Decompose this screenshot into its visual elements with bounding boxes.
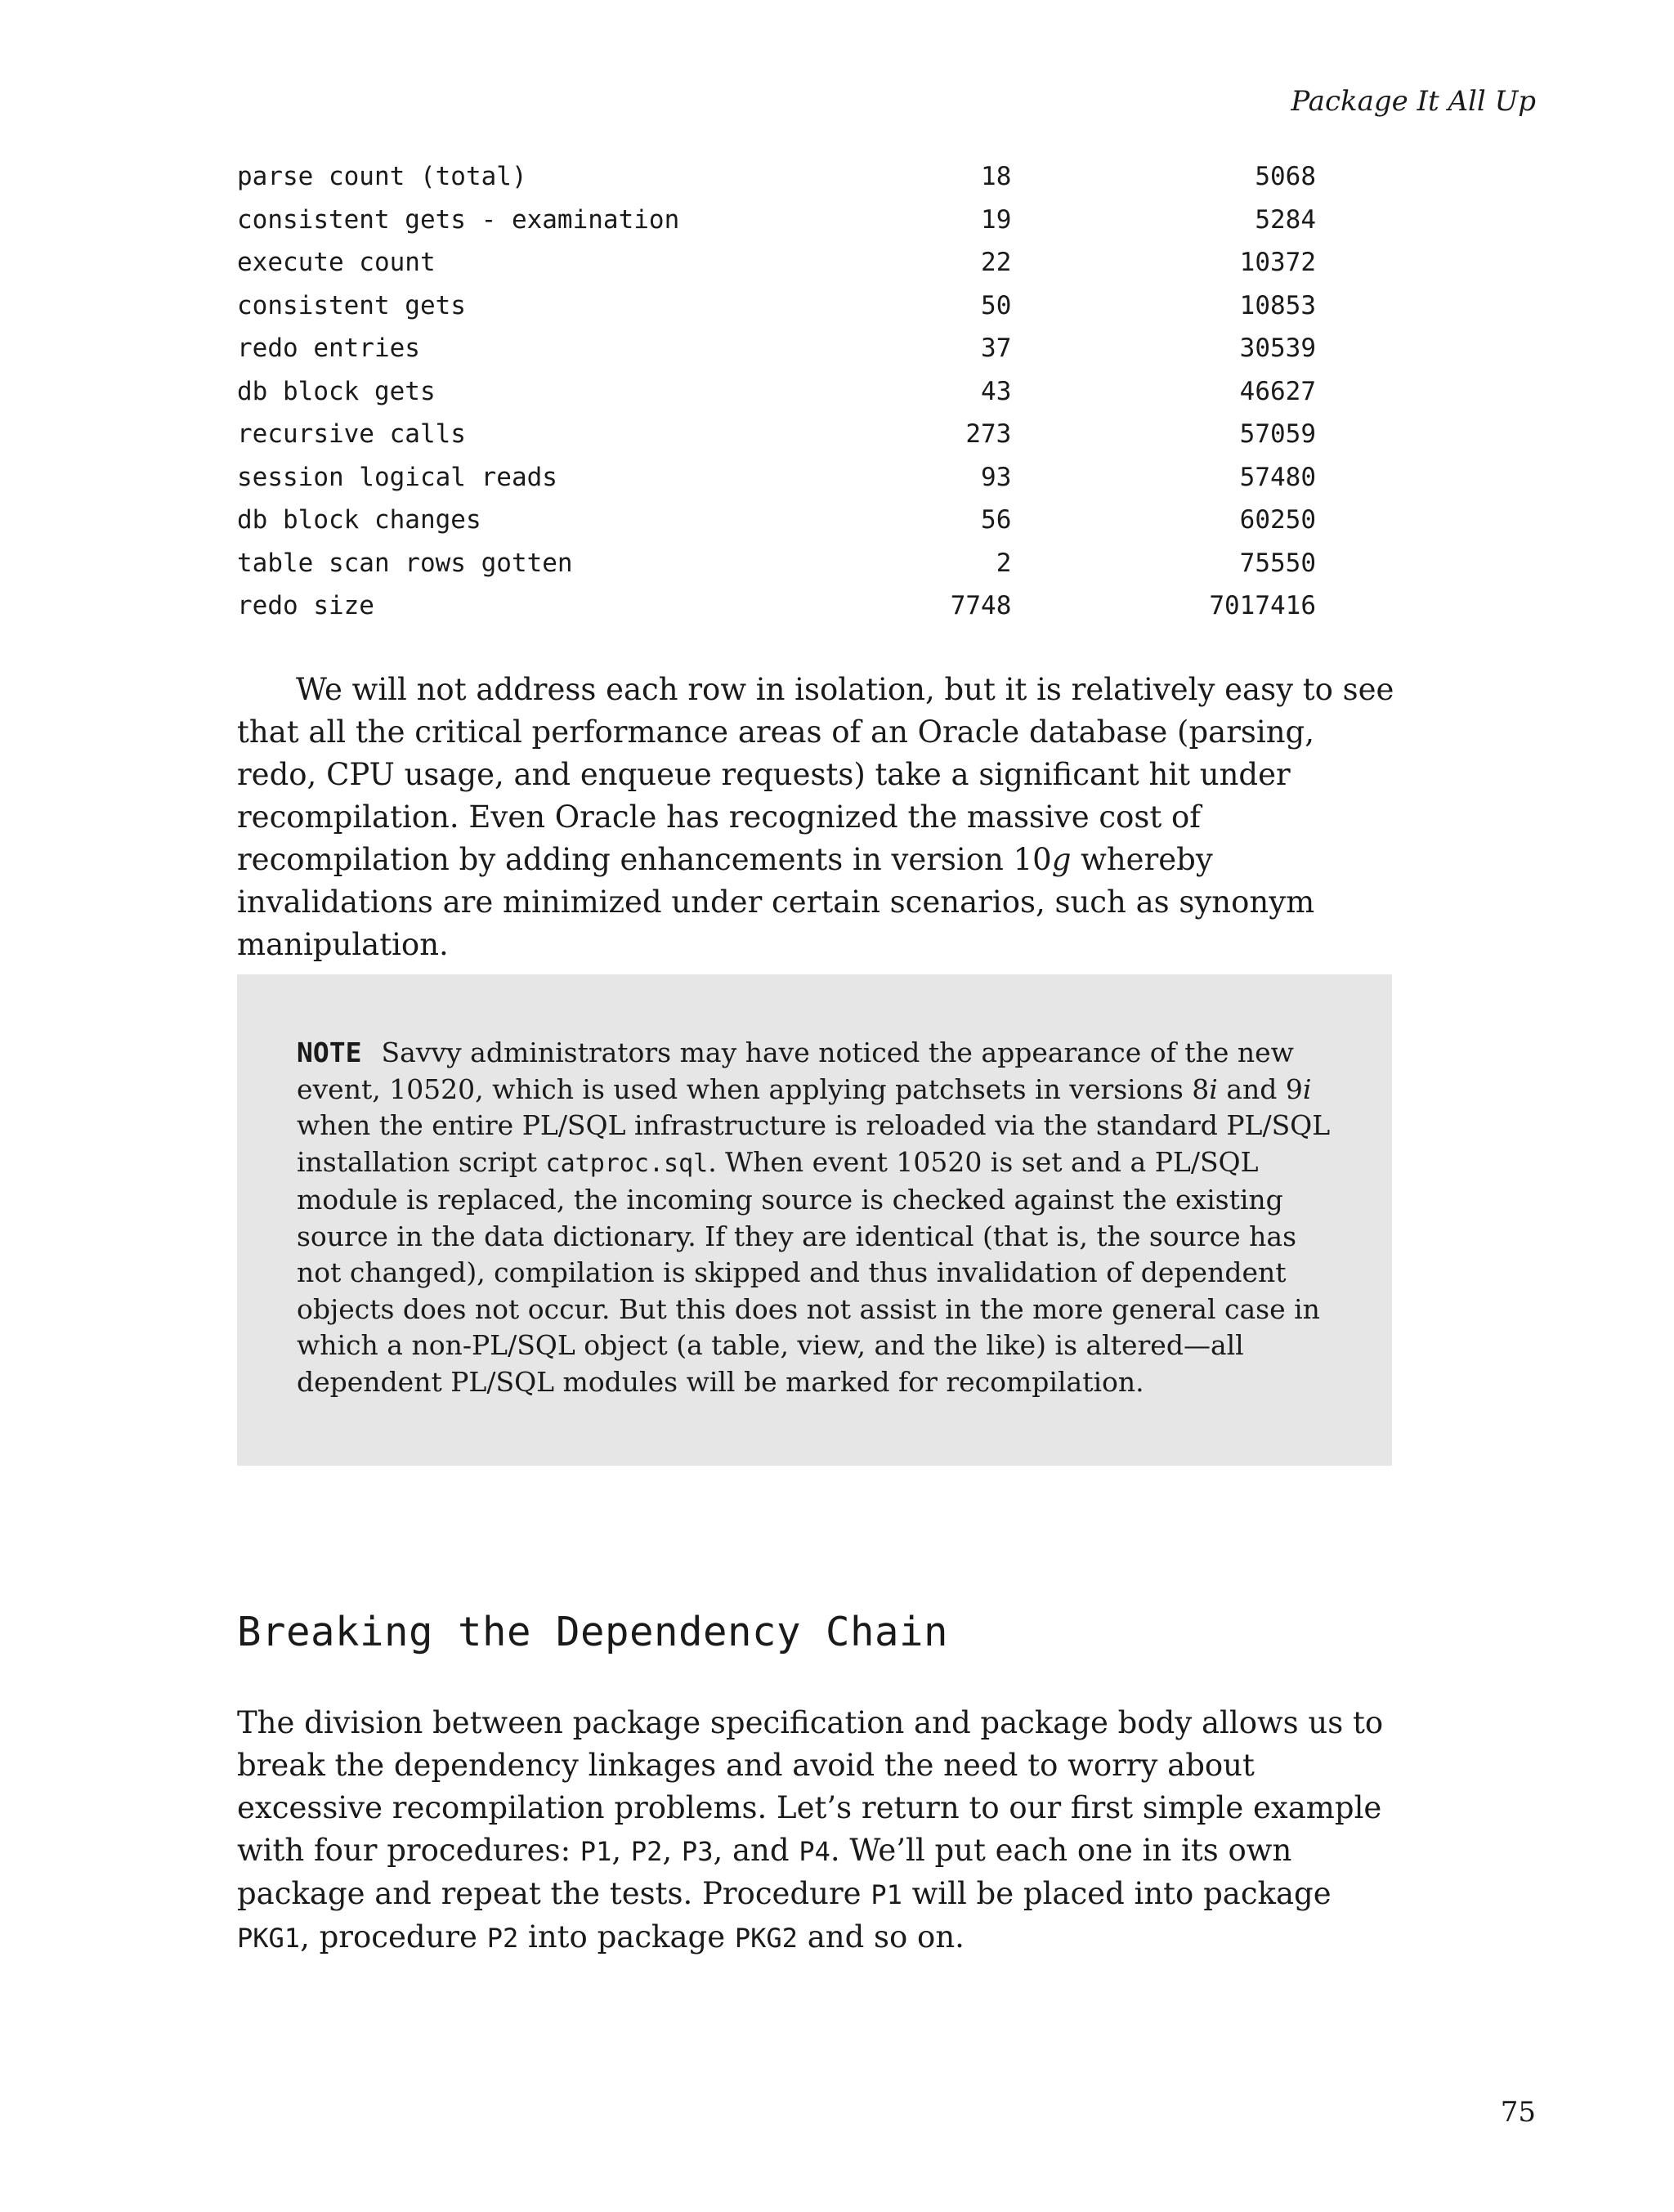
stat-value-2: 75550 bbox=[1239, 548, 1316, 578]
table-row bbox=[237, 284, 1316, 328]
table-row bbox=[237, 542, 1316, 585]
inline-code: catproc.sql bbox=[545, 1149, 709, 1178]
note-text bbox=[297, 1035, 1335, 1400]
stat-name: parse count (total) bbox=[237, 162, 527, 192]
stat-value-1: 2 bbox=[996, 548, 1012, 578]
stat-name: consistent gets bbox=[237, 290, 466, 320]
inline-code: PKG1 bbox=[237, 1923, 301, 1954]
stat-name: redo size bbox=[237, 591, 374, 621]
table-row bbox=[237, 584, 1316, 628]
stat-value-2: 46627 bbox=[1239, 376, 1316, 406]
note-text-part: . When event 10520 is set and a PL/SQL module is replaced, the incoming source is checked against the existing source in the data dictionary. If they are identical (that is, the source has not changed), compilation is skipped and thus invalidation of dependent objects does not occur. But this does not assist in the more general case in which a non-PL/SQL object (a table, view, and the like) is altered—all dependent PL/SQL modules will be marked for recompilation. bbox=[297, 1145, 1320, 1398]
table-row bbox=[237, 456, 1316, 499]
table-row bbox=[237, 499, 1316, 542]
note-text-part: Savvy administrators may have noticed the appearance of the new event, 10520, which is used when applying patchsets in versions 8 bbox=[297, 1037, 1294, 1105]
stat-name: execute count bbox=[237, 248, 436, 278]
table-row bbox=[237, 370, 1316, 414]
note-label: NOTE bbox=[297, 1037, 362, 1068]
inline-code: P3 bbox=[681, 1836, 714, 1867]
stat-value-1: 22 bbox=[981, 248, 1012, 278]
stat-value-1: 50 bbox=[981, 290, 1012, 320]
paragraph-text: and so on. bbox=[797, 1919, 965, 1955]
paragraph-text: whereby invalidations are minimized under certain scenarios, such as synonym manipulation. bbox=[237, 842, 1315, 962]
stat-value-2: 57480 bbox=[1239, 462, 1316, 492]
stat-name: redo entries bbox=[237, 334, 420, 364]
body-paragraph-recompilation-cost bbox=[237, 669, 1398, 966]
body-paragraph-dependency-chain bbox=[237, 1702, 1398, 1959]
paragraph-text: , procedure bbox=[300, 1919, 487, 1955]
inline-code: P2 bbox=[630, 1836, 663, 1867]
stat-name: recursive calls bbox=[237, 419, 466, 450]
stat-name: db block gets bbox=[237, 376, 436, 406]
inline-code: P1 bbox=[871, 1879, 902, 1910]
table-row bbox=[237, 413, 1316, 456]
paragraph-text: , bbox=[662, 1833, 682, 1868]
stat-value-1: 7748 bbox=[950, 591, 1012, 621]
inline-code: PKG2 bbox=[734, 1923, 798, 1954]
inline-code: P1 bbox=[580, 1836, 612, 1867]
stat-value-1: 18 bbox=[981, 162, 1012, 192]
stat-value-2: 5284 bbox=[1255, 204, 1316, 235]
paragraph-text: into package bbox=[518, 1919, 735, 1955]
table-row bbox=[237, 155, 1316, 199]
stat-value-2: 5068 bbox=[1255, 162, 1316, 192]
inline-code: P4 bbox=[799, 1836, 830, 1867]
paragraph-text: . We’ll put each one in its own package and repeat the tests. Procedure bbox=[237, 1833, 1292, 1911]
stat-value-1: 93 bbox=[981, 462, 1012, 492]
statistics-table bbox=[237, 155, 1316, 628]
table-row bbox=[237, 241, 1316, 284]
note-text-part: and 9 bbox=[1217, 1072, 1303, 1105]
note-box bbox=[237, 974, 1392, 1466]
stat-value-2: 57059 bbox=[1239, 419, 1316, 450]
stat-name: consistent gets - examination bbox=[237, 204, 680, 235]
stat-name: db block changes bbox=[237, 505, 481, 535]
stat-value-2: 10853 bbox=[1239, 290, 1316, 320]
paragraph-text: We will not address each row in isolation, but it is relatively easy to see that all the critical performance areas of an Oracle database (parsing, redo, CPU usage, and enqueue requests) take a significant hit under recompilation. Even Oracle has recognized the massive cost of recompilation by adding enhancements in version 10 bbox=[237, 672, 1394, 877]
table-row bbox=[237, 199, 1316, 242]
stat-name: table scan rows gotten bbox=[237, 548, 573, 578]
running-head: Package It All Up bbox=[1291, 85, 1536, 118]
stat-value-1: 19 bbox=[981, 204, 1012, 235]
version-suffix: g bbox=[1051, 842, 1072, 877]
stat-value-1: 37 bbox=[981, 334, 1012, 364]
stat-value-1: 273 bbox=[965, 419, 1012, 450]
paragraph-text: , and bbox=[713, 1833, 799, 1868]
stat-value-1: 43 bbox=[981, 376, 1012, 406]
stat-value-2: 30539 bbox=[1239, 334, 1316, 364]
note-text-part: when the entire PL/SQL infrastructure is reloaded via the standard PL/SQL installation script bbox=[297, 1109, 1331, 1178]
section-heading: Breaking the Dependency Chain bbox=[237, 1609, 949, 1655]
version-italic: i bbox=[1302, 1072, 1312, 1105]
stat-value-1: 56 bbox=[981, 505, 1012, 535]
table-row bbox=[237, 327, 1316, 370]
inline-code: P2 bbox=[486, 1923, 519, 1954]
stat-value-2: 7017416 bbox=[1209, 591, 1316, 621]
stat-value-2: 10372 bbox=[1239, 248, 1316, 278]
paragraph-text: , bbox=[611, 1833, 631, 1868]
stat-name: session logical reads bbox=[237, 462, 557, 492]
paragraph-text: The division between package specification and package body allows us to break the dependency linkages and avoid the need to worry about excessive recompilation problems. Let’s return to our first simple example with four procedures: bbox=[237, 1705, 1384, 1868]
stat-value-2: 60250 bbox=[1239, 505, 1316, 535]
statistics-table-body bbox=[237, 155, 1316, 628]
paragraph-text: will be placed into package bbox=[902, 1876, 1332, 1911]
version-italic: i bbox=[1209, 1072, 1218, 1105]
page-number: 75 bbox=[1500, 2096, 1536, 2129]
